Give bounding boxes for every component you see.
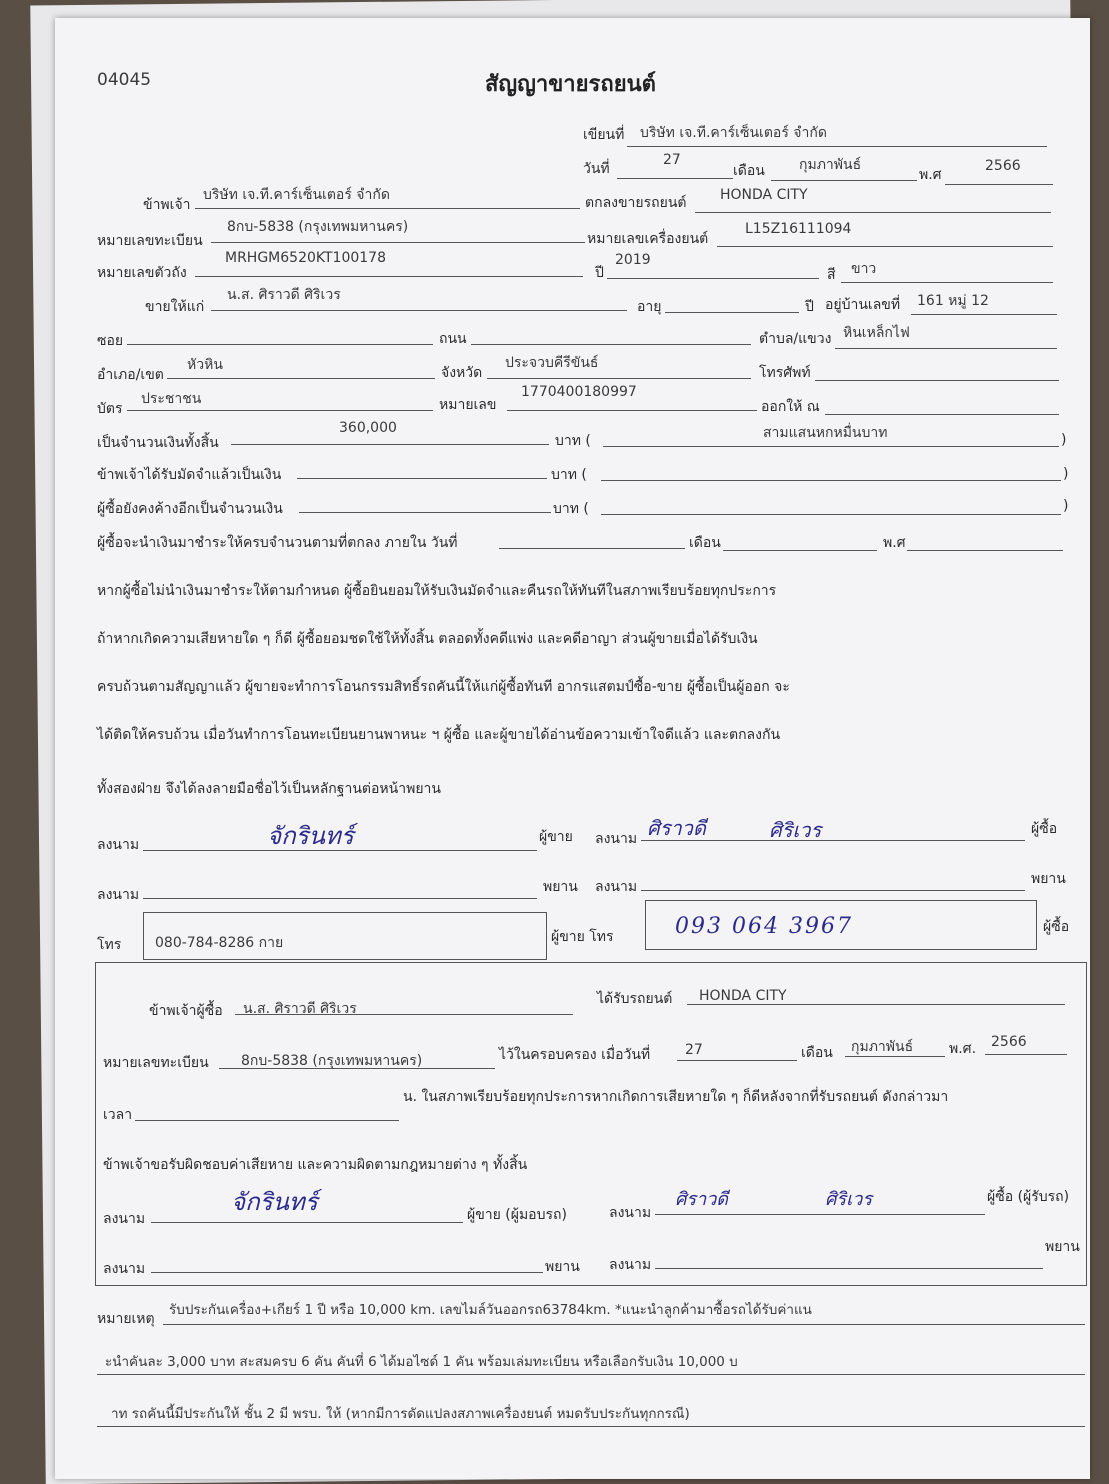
chassis-value: MRHGM6520KT100178 — [225, 250, 386, 266]
possession-month: กุมภาพันธ์ — [851, 1039, 914, 1055]
district-value: หัวหิน — [187, 357, 223, 373]
witness1-role: พยาน — [543, 879, 578, 895]
age-years-label: ปี — [805, 299, 814, 315]
total-value: 360,000 — [339, 420, 397, 436]
condition-text: น. ในสภาพเรียบร้อยทุกประการหากเกิดการเสียหายใด ๆ ก็ดีหลังจากที่รับรถยนต์ ดังกล่าวมา — [403, 1089, 949, 1105]
note-label: หมายเหตุ — [97, 1311, 155, 1327]
clause-4: ได้ติดให้ครบถ้วน เมื่อวันทำการโอนทะเบียนยานพาหนะ ฯ ผู้ซื้อ และผู้ขายได้อ่านข้อความเข้าใจดีแล้ว และตกลงกัน — [97, 727, 781, 743]
sold-to-label: ขายให้แก่ — [145, 299, 205, 315]
buyer-sign-role: ผู้ซื้อ — [1031, 821, 1058, 837]
receipt-reg-label: หมายเลขทะเบียน — [103, 1055, 209, 1071]
due-date-label: ผู้ซื้อจะนำเงินมาชำระให้ครบจำนวนตามที่ตกลง ภายใน วันที่ — [97, 535, 458, 551]
subdistrict-label: ตำบล/แขวง — [759, 331, 832, 347]
deposit-label: ข้าพเจ้าได้รับมัดจำแล้วเป็นเงิน — [97, 467, 282, 483]
seller-sign-role: ผู้ขาย — [539, 829, 573, 845]
reg-value: 8กบ-5838 (กรุงเทพมหานคร) — [227, 219, 409, 235]
contract-sheet — [55, 18, 1090, 1479]
be-year-label: พ.ศ — [919, 167, 942, 183]
remaining-label: ผู้ซื้อยังคงค้างอีกเป็นจำนวนเงิน — [97, 501, 283, 517]
receipt-witness1-sign-label: ลงนาม — [103, 1261, 146, 1277]
receipt-seller-sign-label: ลงนาม — [103, 1211, 146, 1227]
liability-text: ข้าพเจ้าขอรับผิดชอบค่าเสียหาย และความผิดตามกฎหมายต่าง ๆ ทั้งสิ้น — [103, 1157, 528, 1173]
time-label: เวลา — [103, 1107, 133, 1123]
seller-phone-suffix: ผู้ขาย โทร — [551, 929, 614, 945]
witness1-sign-label: ลงนาม — [97, 887, 140, 903]
deposit-close: ) — [1063, 466, 1069, 482]
receipt-witness2-sign-label: ลงนาม — [609, 1257, 652, 1273]
be-year-value: 2566 — [985, 158, 1021, 174]
id-number-value: 1770400180997 — [521, 384, 637, 400]
id-number-label: หมายเลข — [439, 397, 497, 413]
possession-year-label: พ.ศ. — [949, 1041, 977, 1057]
total-label: เป็นจำนวนเงินทั้งสิ้น — [97, 435, 219, 451]
written-at-value: บริษัท เจ.ที.คาร์เซ็นเตอร์ จำกัด — [640, 125, 827, 141]
seller-label: ข้าพเจ้า — [143, 197, 191, 213]
received-car-model: HONDA CITY — [699, 988, 787, 1004]
possession-year: 2566 — [991, 1034, 1027, 1050]
note-line-3: าท รถคันนี้มีประกันให้ ชั้น 2 มี พรบ. ให้ (หากมีการดัดแปลงสภาพเครื่องยนต์ หมดรับประกันทุกกรณี) — [111, 1406, 690, 1422]
receipt-buyer-name: น.ส. ศิราวดี ศิริเวร — [243, 1001, 357, 1017]
receipt-witness1-role: พยาน — [545, 1259, 580, 1275]
witness2-sign-label: ลงนาม — [595, 879, 638, 895]
province-label: จังหวัด — [441, 365, 483, 381]
receipt-buyer-sign-label: ลงนาม — [609, 1205, 652, 1221]
buyer-phone-suffix: ผู้ซื้อ — [1043, 919, 1070, 935]
receipt-buyer-signature-last: ศิริเวร — [825, 1189, 873, 1210]
road-label: ถนน — [439, 331, 467, 347]
month-value: กุมภาพันธ์ — [799, 157, 862, 173]
card-value: ประชาชน — [141, 391, 202, 407]
age-label: อายุ — [637, 299, 662, 315]
clause-5: ทั้งสองฝ่าย จึงได้ลงลายมือชื่อไว้เป็นหลักฐานต่อหน้าพยาน — [97, 781, 441, 797]
day-value: 27 — [663, 152, 681, 168]
total-close: ) — [1061, 432, 1067, 448]
receipt-buyer-role: ผู้ซื้อ (ผู้รับรถ) — [987, 1189, 1070, 1205]
deposit-baht-label: บาท ( — [551, 467, 587, 483]
reg-label: หมายเลขทะเบียน — [97, 233, 203, 249]
written-at-label: เขียนที่ — [583, 127, 625, 143]
clause-1: หากผู้ซื้อไม่นำเงินมาชำระให้ตามกำหนด ผู้ซื้อยินยอมให้รับเงินมัดจำและคืนรถให้ทันทีในสภาพเรียบร้อยทุกประการ — [97, 583, 777, 599]
due-month-label: เดือน — [689, 535, 721, 551]
year-value: 2019 — [615, 252, 651, 268]
chassis-label: หมายเลขตัวถัง — [97, 265, 187, 281]
receipt-buyer-signature-first: ศิราวดี — [675, 1189, 728, 1210]
engine-value: L15Z16111094 — [745, 221, 852, 237]
seller-phone: 080-784-8286 กาย — [155, 935, 284, 951]
issued-at-label: ออกให้ ณ — [761, 399, 820, 415]
card-label: บัตร — [97, 401, 123, 417]
house-label: อยู่บ้านเลขที่ — [825, 297, 901, 313]
receipt-buyer-label: ข้าพเจ้าผู้ซื้อ — [149, 1003, 223, 1019]
possession-month-label: เดือน — [801, 1045, 833, 1061]
possession-day: 27 — [685, 1042, 703, 1058]
clause-3: ครบถ้วนตามสัญญาแล้ว ผู้ขายจะทำการโอนกรรมสิทธิ์รถคันนี้ให้แก่ผู้ซื้อทันที อากรแสตมป์ซื้อ-ขาย ผู้ซื้อเป็นผู้ออก จะ — [97, 679, 790, 695]
buyer-sign-label: ลงนาม — [595, 831, 638, 847]
buyer-signature-first: ศิราวดี — [647, 816, 706, 840]
district-label: อำเภอ/เขต — [97, 367, 164, 383]
date-label: วันที่ — [583, 161, 610, 177]
engine-label: หมายเลขเครื่องยนต์ — [587, 231, 709, 247]
document-number: 04045 — [97, 70, 152, 90]
color-label: สี — [827, 267, 836, 283]
soi-label: ซอย — [97, 333, 124, 349]
seller-name: บริษัท เจ.ที.คาร์เซ็นเตอร์ จำกัด — [203, 187, 390, 203]
document-title: สัญญาขายรถยนต์ — [485, 72, 656, 97]
year-label: ปี — [595, 265, 604, 281]
month-label: เดือน — [733, 163, 765, 179]
due-year-label: พ.ศ — [883, 535, 906, 551]
witness2-role: พยาน — [1031, 871, 1066, 887]
note-line-1: รับประกันเครื่อง+เกียร์ 1 ปี หรือ 10,000 km. เลขไมล์วันออกรถ63784km. *แนะนำลูกค้ามาซื้อรถได้รับค่าแน — [169, 1302, 812, 1318]
buyer-phone: 093 064 3967 — [675, 914, 853, 939]
house-value: 161 หมู่ 12 — [917, 293, 989, 309]
car-model: HONDA CITY — [720, 187, 808, 203]
note-line-2: ะนำคันละ 3,000 บาท สะสมครบ 6 คัน คันที่ 6 ได้มอไซด์ 1 คัน พร้อมเล่มทะเบียน หรือเลือกรับเงิน 10,000 บ — [105, 1354, 738, 1370]
clause-2: ถ้าหากเกิดความเสียหายใด ๆ ก็ดี ผู้ซื้อยอมชดใช้ให้ทั้งสิ้น ตลอดทั้งคดีแพ่ง และคดีอาญา ส่วนผู้ขายเมื่อได้รับเงิน — [97, 631, 758, 647]
remaining-close: ) — [1063, 498, 1069, 514]
total-baht-label: บาท ( — [555, 433, 591, 449]
phone-row-label: โทร — [97, 937, 122, 953]
receipt-seller-role: ผู้ขาย (ผู้มอบรถ) — [467, 1207, 567, 1223]
possession-date-label: ไว้ในครอบครอง เมื่อวันที่ — [499, 1047, 651, 1063]
province-value: ประจวบคีรีขันธ์ — [505, 355, 599, 371]
agree-sell-label: ตกลงขายรถยนต์ — [585, 195, 687, 211]
receipt-reg-value: 8กบ-5838 (กรุงเทพมหานคร) — [241, 1053, 423, 1069]
received-car-label: ได้รับรถยนต์ — [597, 991, 673, 1007]
seller-signature: จักรินทร์ — [267, 822, 354, 850]
buyer-signature-last: ศิริเวร — [769, 818, 822, 842]
seller-sign-label: ลงนาม — [97, 837, 140, 853]
color-value: ขาว — [851, 261, 877, 277]
buyer-name: น.ส. ศิราวดี ศิริเวร — [227, 287, 341, 303]
total-in-words: สามแสนหกหมื่นบาท — [763, 425, 888, 441]
phone-label: โทรศัพท์ — [759, 365, 811, 381]
remaining-baht-label: บาท ( — [553, 501, 589, 517]
subdistrict-value: หินเหล็กไฟ — [843, 325, 910, 341]
receipt-witness2-role: พยาน — [1045, 1239, 1080, 1255]
receipt-seller-signature: จักรินทร์ — [231, 1188, 318, 1216]
